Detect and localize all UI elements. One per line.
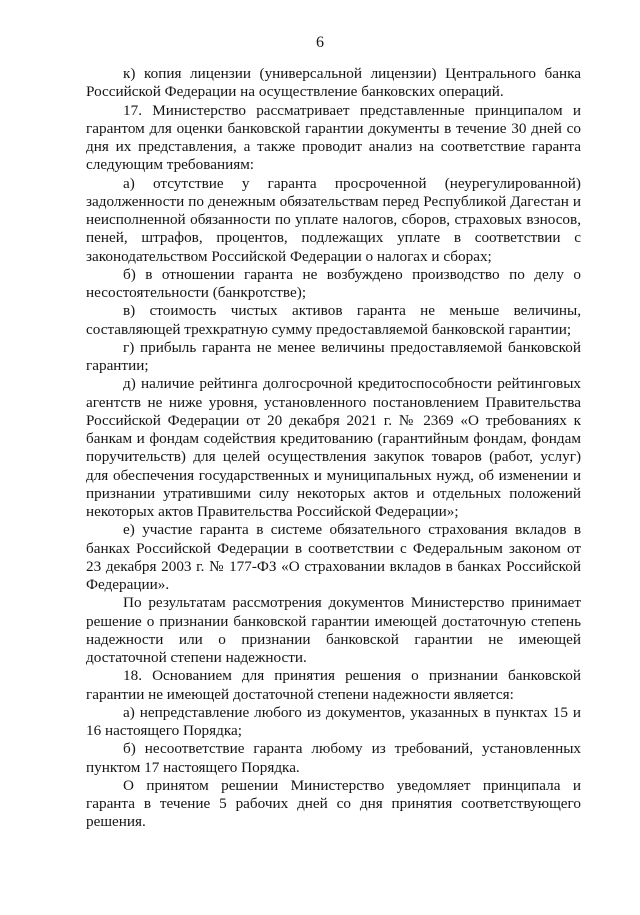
paragraph-item-g: г) прибыль гаранта не менее величины предоставляемой банковской гарантии; xyxy=(86,338,581,374)
paragraph-item-k: к) копия лицензии (универсальной лицензии) Центрального банка Российской Федерации на осуществление банковских операций. xyxy=(86,65,581,101)
paragraph-18-item-a: а) непредставление любого из документов, указанных в пунктах 15 и 16 настоящего Порядка; xyxy=(86,703,581,739)
paragraph-item-e: е) участие гаранта в системе обязательного страхования вкладов в банках Российской Федерации в соответствии с Федеральным законом от 23 декабря 2003 г. № 177-ФЗ «О страховании вкладов в банках Российской Федерации». xyxy=(86,521,581,593)
page-number: 6 xyxy=(316,34,324,51)
paragraph-notification: О принятом решении Министерство уведомляет принципала и гаранта в течение 5 рабочих дней со дня принятия соответствующего решения. xyxy=(86,776,581,831)
paragraph-18-item-b: б) несоответствие гаранта любому из требований, установленных пунктом 17 настоящего Порядка. xyxy=(86,740,581,776)
document-body xyxy=(86,65,581,832)
paragraph-item-d: д) наличие рейтинга долгосрочной кредитоспособности рейтинговых агентств не ниже уровня, установленного постановлением Правительства Российской Федерации от 20 декабря 2021 г. № 2369 «О требованиях к банкам и фондам содействия кредитованию (гарантийным фондам, фондам поручительств) для целей осуществления закупок товаров (работ, услуг) для обеспечения государственных и муниципальных нужд, об изменении и признании утратившими силу некоторых актов и отдельных положений некоторых актов Правительства Российской Федерации»; xyxy=(86,375,581,520)
paragraph-item-b: б) в отношении гаранта не возбуждено производство по делу о несостоятельности (банкротстве); xyxy=(86,265,581,301)
paragraph-item-a: а) отсутствие у гаранта просроченной (неурегулированной) задолженности по денежным обязательствам перед Республикой Дагестан и неисполненной обязанности по уплате налогов, сборов, страховых взносов, пеней, штрафов, процентов, подлежащих уплате в соответствии с законодательством Российской Федерации о налогах и сборах; xyxy=(86,174,581,265)
paragraph-decision: По результатам рассмотрения документов Министерство принимает решение о признании банковской гарантии имеющей достаточную степень надежности или о признании банковской гарантии не имеющей достаточной степени надежности. xyxy=(86,594,581,666)
paragraph-18: 18. Основанием для принятия решения о признании банковской гарантии не имеющей достаточной степени надежности является: xyxy=(86,667,581,703)
paragraph-item-v: в) стоимость чистых активов гаранта не меньше величины, составляющей трехкратную сумму предоставляемой банковской гарантии; xyxy=(86,302,581,338)
paragraph-17: 17. Министерство рассматривает представленные принципалом и гарантом для оценки банковской гарантии документы в течение 30 дней со дня их представления, а также проводит анализ на соответствие гаранта следующим требованиям: xyxy=(86,101,581,174)
